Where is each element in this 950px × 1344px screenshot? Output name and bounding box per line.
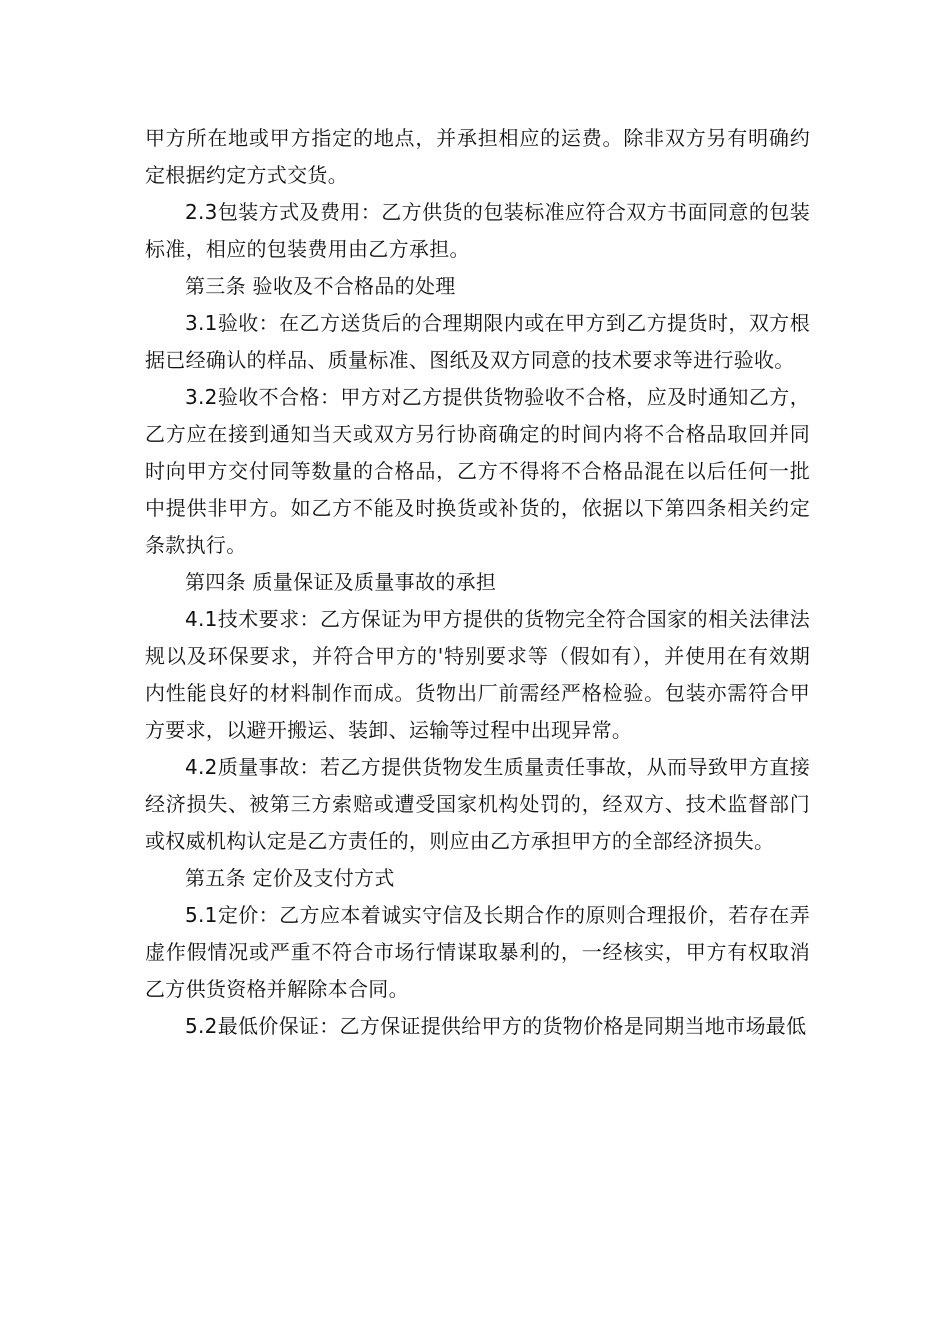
document-page (145, 120, 810, 1045)
paragraph-2-3-packaging: 2.3包装方式及费用：乙方供货的包装标准应符合双方书面同意的包装标准，相应的包装费用由乙方承担。 (145, 200, 810, 261)
paragraph-5-1-pricing: 5.1定价：乙方应本着诚实守信及长期合作的原则合理报价，若存在弄虚作假情况或严重不符合市场行情谋取暴利的，一经核实，甲方有权取消乙方供货资格并解除本合同。 (145, 903, 810, 1001)
paragraph-4-1-technical-requirements: 4.1技术要求：乙方保证为甲方提供的货物完全符合国家的相关法律法规以及环保要求，并符合甲方的'特别要求等（假如有），并使用在有效期内性能良好的材料制作而成。货物出厂前需经严格检验。包装亦需符合甲方要求，以避开搬运、装卸、运输等过程中出现异常。 (145, 607, 810, 742)
paragraph-continuation: 甲方所在地或甲方指定的地点，并承担相应的运费。除非双方另有明确约定根据约定方式交货。 (145, 126, 810, 187)
heading-article-5: 第五条 定价及支付方式 (185, 866, 395, 890)
paragraph-4-2-quality-accident: 4.2质量事故：若乙方提供货物发生质量责任事故，从而导致甲方直接经济损失、被第三方索赔或遭受国家机构处罚的，经双方、技术监督部门或权威机构认定是乙方责任的，则应由乙方承担甲方的全部经济损失。 (145, 755, 810, 853)
paragraph-3-2-rejection: 3.2验收不合格：甲方对乙方提供货物验收不合格，应及时通知乙方，乙方应在接到通知当天或双方另行协商确定的时间内将不合格品取回并同时向甲方交付同等数量的合格品，乙方不得将不合格品混在以后任何一批中提供非甲方。如乙方不能及时换货或补货的，依据以下第四条相关约定条款执行。 (145, 385, 810, 557)
heading-article-4: 第四条 质量保证及质量事故的承担 (185, 570, 497, 594)
heading-article-3: 第三条 验收及不合格品的处理 (185, 274, 456, 298)
paragraph-3-1-acceptance: 3.1验收：在乙方送货后的合理期限内或在甲方到乙方提货时，双方根据已经确认的样品、质量标准、图纸及双方同意的技术要求等进行验收。 (145, 311, 810, 372)
paragraph-5-2-lowest-price: 5.2最低价保证：乙方保证提供给甲方的货物价格是同期当地市场最低 (185, 1014, 807, 1038)
